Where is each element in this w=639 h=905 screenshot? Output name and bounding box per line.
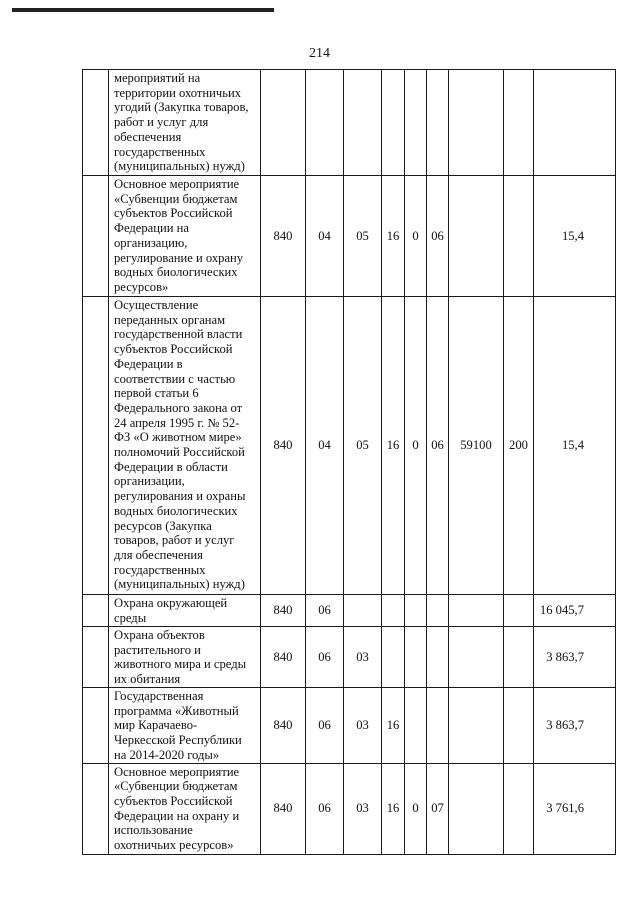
program-code-cell: 16 (382, 176, 405, 297)
direction-code-cell: 59100 (449, 297, 504, 595)
subsection-code-cell: 03 (344, 763, 382, 854)
amount-cell: 15,4 (534, 297, 616, 595)
program-code-cell (382, 595, 405, 627)
name-cell: мероприятий на территории охотничьих угодий (Закупка товаров, работ и услуг для обеспечения государственных (муниципальных) нужд) (109, 70, 261, 176)
event-code-cell: 07 (427, 763, 449, 854)
ministry-code-cell: 840 (261, 763, 306, 854)
name-cell: Государственная программа «Животный мир Карачаево- Черкесской Республики на 2014-2020 годы» (109, 688, 261, 764)
direction-code-cell (449, 176, 504, 297)
direction-code-cell (449, 70, 504, 176)
event-code-cell (427, 70, 449, 176)
subsection-code-cell: 03 (344, 627, 382, 688)
event-code-cell (427, 595, 449, 627)
subprogram-code-cell (405, 688, 427, 764)
page-number: 214 (309, 46, 330, 61)
name-cell: Осуществление переданных органам государственной власти субъектов Российской Федерации в соответствии с частью первой статьи 6 Федерального закона от 24 апреля 1995 г. № 52- ФЗ «О животном мире» полномочий Российской Федерации в области организации, регулирования и охраны водных биологических ресурсов (Закупка товаров, работ и услуг для обеспечения государственных (муниципальных) нужд) (109, 297, 261, 595)
subsection-code-cell: 05 (344, 176, 382, 297)
subprogram-code-cell (405, 595, 427, 627)
table-row (83, 70, 616, 176)
direction-code-cell (449, 595, 504, 627)
ministry-code-cell: 840 (261, 595, 306, 627)
section-code-cell: 06 (306, 688, 344, 764)
program-code-cell: 16 (382, 688, 405, 764)
program-code-cell: 16 (382, 297, 405, 595)
direction-code-cell (449, 627, 504, 688)
table-row (83, 763, 616, 854)
table-row (83, 176, 616, 297)
section-code-cell: 06 (306, 763, 344, 854)
program-code-cell (382, 70, 405, 176)
ministry-code-cell (261, 70, 306, 176)
row-number-cell (83, 297, 109, 595)
amount-cell: 16 045,7 (534, 595, 616, 627)
direction-code-cell (449, 763, 504, 854)
row-number-cell (83, 70, 109, 176)
row-number-cell (83, 688, 109, 764)
direction-code-cell (449, 688, 504, 764)
subprogram-code-cell (405, 70, 427, 176)
budget-table (82, 69, 616, 855)
expense-type-cell (504, 763, 534, 854)
program-code-cell (382, 627, 405, 688)
subprogram-code-cell: 0 (405, 176, 427, 297)
table-row (83, 688, 616, 764)
subsection-code-cell (344, 595, 382, 627)
ministry-code-cell: 840 (261, 176, 306, 297)
expense-type-cell: 200 (504, 297, 534, 595)
expense-type-cell (504, 688, 534, 764)
section-code-cell: 06 (306, 595, 344, 627)
subprogram-code-cell: 0 (405, 763, 427, 854)
table-row (83, 627, 616, 688)
ministry-code-cell: 840 (261, 627, 306, 688)
name-cell: Охрана объектов растительного и животного мира и среды их обитания (109, 627, 261, 688)
subprogram-code-cell: 0 (405, 297, 427, 595)
row-number-cell (83, 595, 109, 627)
amount-cell: 3 863,7 (534, 627, 616, 688)
section-code-cell: 04 (306, 297, 344, 595)
name-cell: Охрана окружающей среды (109, 595, 261, 627)
amount-cell: 3 761,6 (534, 763, 616, 854)
table-row (83, 595, 616, 627)
subsection-code-cell (344, 70, 382, 176)
subprogram-code-cell (405, 627, 427, 688)
amount-cell: 3 863,7 (534, 688, 616, 764)
name-cell: Основное мероприятие «Субвенции бюджетам субъектов Российской Федерации на охрану и использование охотничьих ресурсов» (109, 763, 261, 854)
ministry-code-cell: 840 (261, 688, 306, 764)
table-row (83, 297, 616, 595)
event-code-cell: 06 (427, 297, 449, 595)
expense-type-cell (504, 595, 534, 627)
program-code-cell: 16 (382, 763, 405, 854)
ministry-code-cell: 840 (261, 297, 306, 595)
row-number-cell (83, 176, 109, 297)
row-number-cell (83, 627, 109, 688)
expense-type-cell (504, 70, 534, 176)
event-code-cell (427, 627, 449, 688)
section-code-cell: 06 (306, 627, 344, 688)
top-rule (12, 8, 274, 12)
event-code-cell (427, 688, 449, 764)
amount-cell (534, 70, 616, 176)
subsection-code-cell: 03 (344, 688, 382, 764)
section-code-cell: 04 (306, 176, 344, 297)
amount-cell: 15,4 (534, 176, 616, 297)
expense-type-cell (504, 627, 534, 688)
name-cell: Основное мероприятие «Субвенции бюджетам субъектов Российской Федерации на организацию, регулирование и охрану водных биологических ресурсов» (109, 176, 261, 297)
row-number-cell (83, 763, 109, 854)
subsection-code-cell: 05 (344, 297, 382, 595)
section-code-cell (306, 70, 344, 176)
event-code-cell: 06 (427, 176, 449, 297)
expense-type-cell (504, 176, 534, 297)
